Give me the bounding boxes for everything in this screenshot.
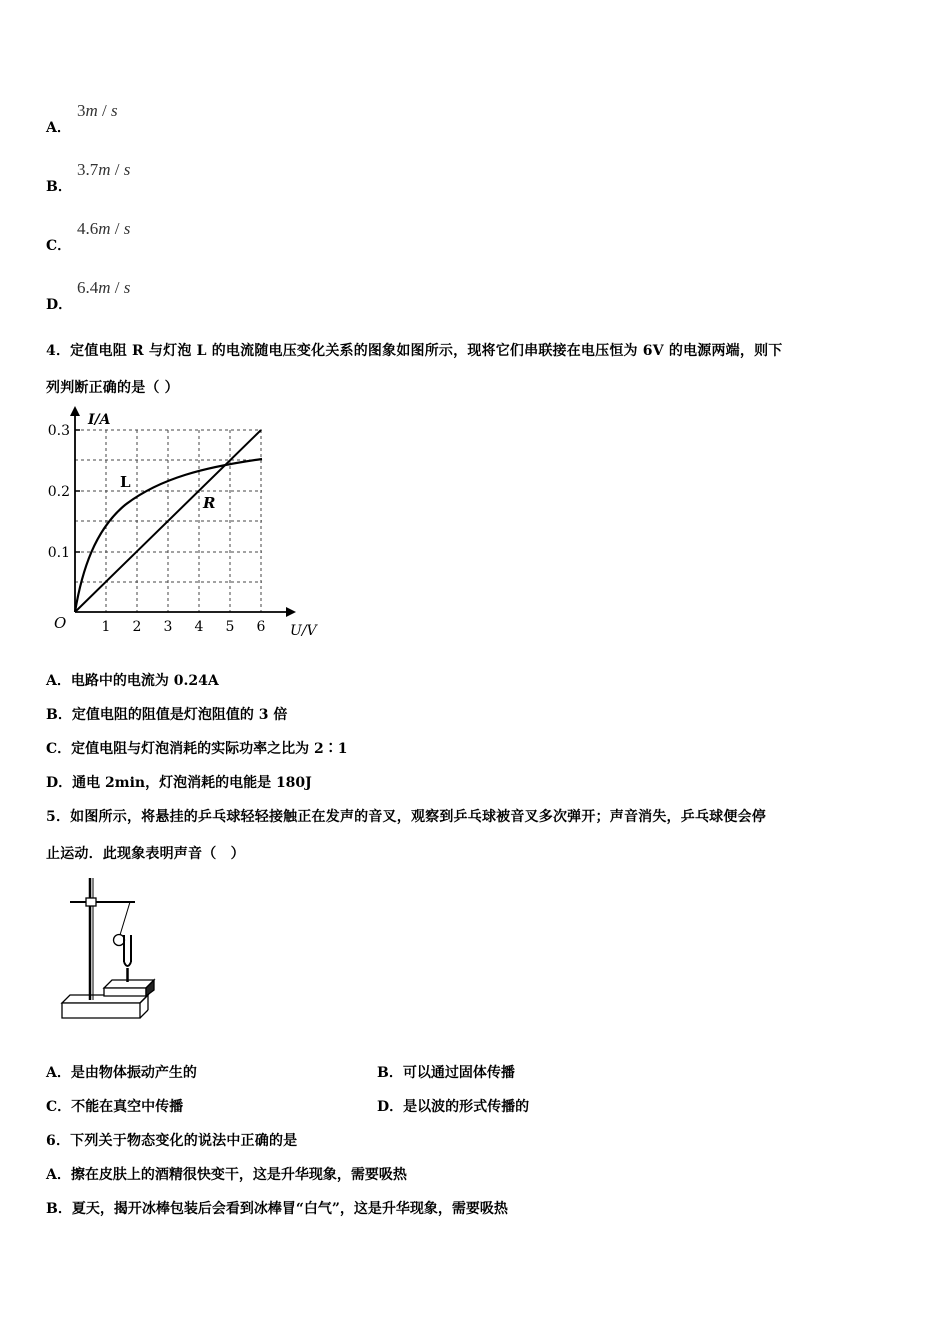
x-tick-label: 6 bbox=[256, 619, 266, 635]
q3-option-letter: B． bbox=[46, 179, 72, 195]
q4-option-d: D．通电 2min，灯泡消耗的电能是 180J bbox=[46, 775, 312, 791]
curve-l bbox=[75, 459, 262, 612]
q3-option-value: 3.7m / s bbox=[77, 160, 131, 179]
x-axis-arrow-icon bbox=[286, 607, 296, 617]
q3-option-value: 4.6m / s bbox=[77, 219, 131, 238]
base-plate-front bbox=[62, 1003, 140, 1018]
line-r-label: R bbox=[203, 494, 216, 512]
q3-option-value: 3m / s bbox=[77, 101, 118, 120]
origin-label: O bbox=[54, 614, 67, 632]
x-tick-label: 3 bbox=[163, 619, 173, 635]
q4-stem-line1: 4．定值电阻 R 与灯泡 L 的电流随电压变化关系的图象如图所示，现将它们串联接在电压恒为 6V 的电源两端，则下 bbox=[46, 343, 783, 359]
q5-option-c: C．不能在真空中传播 bbox=[46, 1099, 184, 1115]
x-axis-label: U/V bbox=[290, 623, 317, 639]
x-tick-label: 5 bbox=[225, 619, 235, 635]
q4-option-b: B．定值电阻的阻值是灯泡阻值的 3 倍 bbox=[46, 707, 288, 723]
q5-stem-line1: 5．如图所示，将悬挂的乒乓球轻轻接触正在发声的音叉，观察到乒乓球被音叉多次弹开；声音消失，乒乓球便会停 bbox=[46, 809, 766, 825]
q3-option-letter: C． bbox=[46, 238, 72, 254]
q5-option-d: D．是以波的形式传播的 bbox=[377, 1099, 530, 1115]
q3-option-letter: A． bbox=[46, 120, 71, 136]
x-tick-label: 4 bbox=[194, 619, 204, 635]
q6-option-a: A．擦在皮肤上的酒精很快变干，这是升华现象，需要吸热 bbox=[46, 1167, 407, 1183]
y-tick-label: 0.2 bbox=[47, 484, 70, 500]
y-axis-arrow-icon bbox=[70, 406, 80, 416]
x-tick-label: 2 bbox=[132, 619, 142, 635]
x-tick-label: 1 bbox=[101, 619, 111, 635]
q5-option-a: A．是由物体振动产生的 bbox=[46, 1065, 197, 1081]
q5-option-b: B．可以通过固体传播 bbox=[377, 1065, 515, 1081]
y-axis-label: I/A bbox=[88, 412, 111, 428]
q3-option-value: 6.4m / s bbox=[77, 278, 131, 297]
ping-pong-ball bbox=[114, 935, 125, 946]
q3-option-letter: D． bbox=[46, 297, 73, 313]
q6-option-b: B．夏天，揭开冰棒包装后会看到冰棒冒“白气”，这是升华现象，需要吸热 bbox=[46, 1201, 508, 1217]
q6-stem: 6．下列关于物态变化的说法中正确的是 bbox=[46, 1133, 298, 1149]
y-tick-label: 0.3 bbox=[47, 423, 70, 439]
q5-stem-line2: 止运动．此现象表明声音（ ） bbox=[46, 846, 245, 862]
q4-option-a: A．电路中的电流为 0.24A bbox=[46, 673, 219, 689]
y-tick-label: 0.1 bbox=[47, 545, 70, 561]
q5-tuning-fork-figure bbox=[50, 872, 170, 1032]
curve-l-label: L bbox=[120, 473, 131, 491]
q4-option-c: C．定值电阻与灯泡消耗的实际功率之比为 2∶1 bbox=[46, 741, 348, 757]
q4-stem-line2: 列判断正确的是（ ） bbox=[46, 380, 179, 396]
q4-iu-graph bbox=[40, 404, 330, 644]
string bbox=[120, 902, 130, 935]
